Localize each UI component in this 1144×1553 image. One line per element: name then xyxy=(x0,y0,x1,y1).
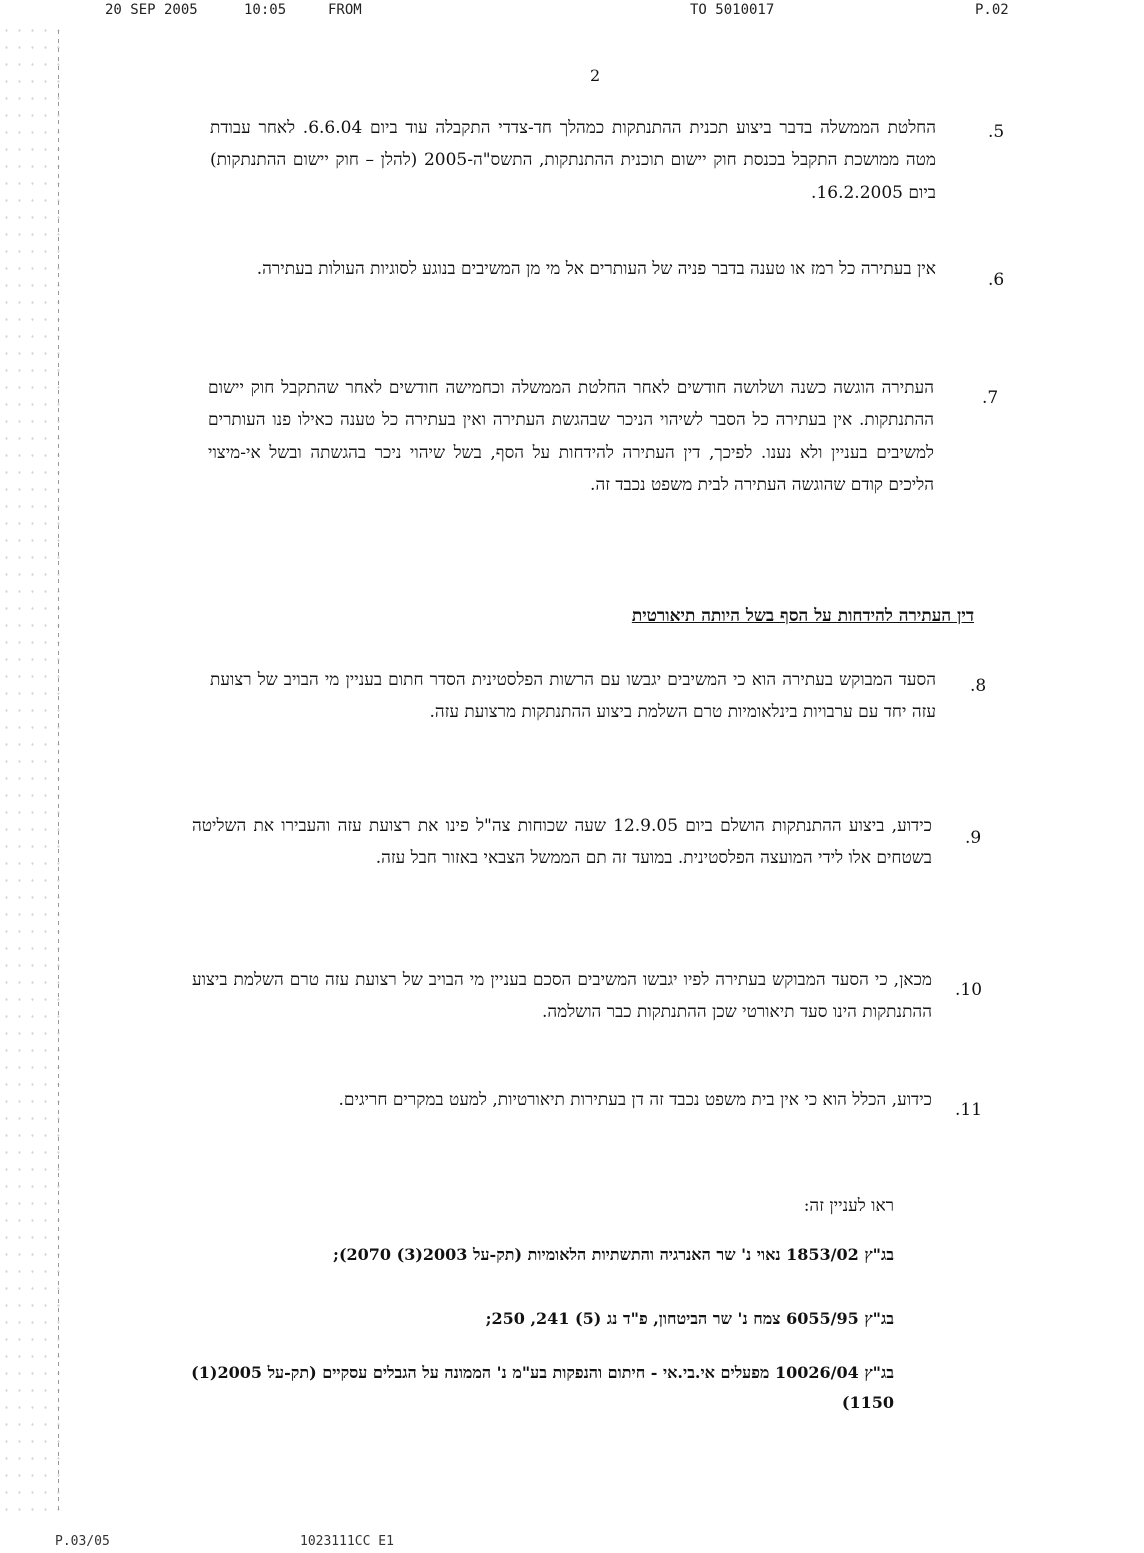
paragraph-number: .11 xyxy=(955,1100,983,1120)
paragraph-10: מכאן, כי הסעד המבוקש בעתירה לפיו יגבשו המשיבים הסכם בעניין מי הבויב של רצועת עזה טרם השלמת ביצוע ההתנתקות הינו סעד תיאורטי שכן ההתנתקות כבר הושלמה. xyxy=(192,970,932,1023)
footer-code: 1023111CC E1 xyxy=(300,1534,394,1549)
section-heading: דין העתירה להידחות על הסף בשל היותה תיאורטית xyxy=(631,606,974,626)
paragraph-number: .8 xyxy=(970,676,987,696)
citation: בג"ץ 10026/04 מפעלים אי.בי.אי - חיתום והנפקות בע"מ נ' הממונה על הגבלים עסקיים (תק-על 2005(1) 1150) xyxy=(191,1363,894,1413)
fax-from: FROM xyxy=(328,2,362,18)
see-also-label: ראו לעניין זה: xyxy=(803,1196,894,1216)
paragraph-number: .6 xyxy=(988,270,1005,290)
paragraph-7: העתירה הוגשה כשנה ושלושה חודשים לאחר החלטת הממשלה וכחמישה חודשים לאחר שהתקבל חוק יישום ההתנתקות. אין בעתירה כל הסבר לשיהוי הניכר שבהגשת העתירה ואין בעתירה כל טענה כאילו פנו העותרים למשיבים בעניין ולא נענו. לפיכך, דין העתירה להידחות על הסף, בשל שיהוי ניכר בהגשתה ובשל אי-מיצוי הליכים קודם שהוגשה העתירה לבית משפט נכבד זה. xyxy=(208,378,934,495)
paragraph-number: .10 xyxy=(955,980,983,1000)
fax-to: TO 5010017 xyxy=(690,2,775,18)
scan-fold-line xyxy=(58,30,59,1510)
fax-date: 20 SEP 2005 xyxy=(105,2,198,18)
paragraph-number: .7 xyxy=(982,388,999,408)
fax-footer xyxy=(0,1534,1144,1553)
citation: בג"ץ 6055/95 צמח נ' שר הביטחון, פ"ד נג (5) 241, 250; xyxy=(485,1309,894,1328)
paragraph-number: .9 xyxy=(965,828,982,848)
citation: בג"ץ 1853/02 נאוי נ' שר האנרגיה והתשתיות הלאומיות (תק-על 2003(3) 2070); xyxy=(333,1245,894,1264)
paragraph-8: הסעד המבוקש בעתירה הוא כי המשיבים יגבשו עם הרשות הפלסטינית הסדר חתום בעניין מי הבויב של רצועת עזה יחד עם ערבויות בינלאומיות טרם השלמת ביצוע ההתנתקות מרצועת עזה. xyxy=(210,670,936,723)
paragraph-11: כידוע, הכלל הוא כי אין בית משפט נכבד זה דן בעתירות תיאורטיות, למעט במקרים חריגים. xyxy=(338,1090,932,1110)
paragraph-5: החלטת הממשלה בדבר ביצוע תכנית ההתנתקות כמהלך חד-צדדי התקבלה עוד ביום 6.6.04. לאחר עבודת מטה ממושכת התקבל בכנסת חוק יישום תוכנית ההתנתקות, התשס"ה-2005 (להלן – חוק יישום ההתנתקות) ביום 16.2.2005. xyxy=(210,118,936,203)
scan-noise xyxy=(0,22,60,1522)
paragraph-number: .5 xyxy=(988,122,1005,142)
fax-time: 10:05 xyxy=(244,2,287,18)
paragraph-6: אין בעתירה כל רמז או טענה בדבר פניה של העותרים אל מי מן המשיבים בנוגע לסוגיות העולות בעתירה. xyxy=(256,259,936,279)
fax-header xyxy=(0,0,1144,22)
paragraph-9: כידוע, ביצוע ההתנתקות הושלם ביום 12.9.05 שעה שכוחות צה"ל פינו את רצועת עזה והעבירו את השליטה בשטחים אלו לידי המועצה הפלסטינית. במועד זה תם הממשל הצבאי באזור חבל עזה. xyxy=(192,816,932,869)
fax-page: P.02 xyxy=(975,2,1009,18)
footer-page: P.03/05 xyxy=(55,1534,110,1549)
page-number: 2 xyxy=(590,66,601,85)
